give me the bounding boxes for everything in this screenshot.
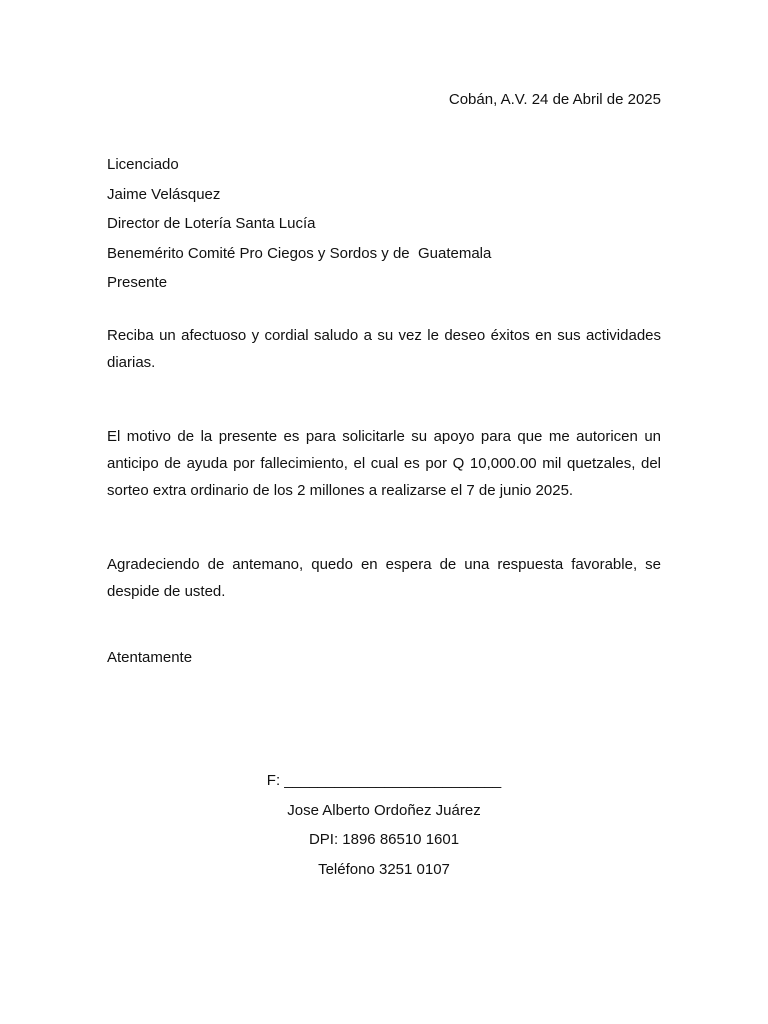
recipient-position: Director de Lotería Santa Lucía bbox=[107, 215, 316, 232]
thanks-paragraph: Agradeciendo de antemano, quedo en espera de una respuesta favorable, se despide de usted. bbox=[107, 556, 661, 600]
signer-name: Jose Alberto Ordoñez Juárez bbox=[287, 801, 481, 819]
closing: Atentamente bbox=[107, 649, 193, 666]
recipient-block bbox=[107, 150, 667, 298]
recipient-presente: Presente bbox=[107, 274, 168, 291]
recipient-title: Licenciado bbox=[107, 156, 179, 173]
recipient-organization: Benemérito Comité Pro Ciegos y Sordos y de Guatemala bbox=[107, 244, 492, 262]
request-paragraph: El motivo de la presente es para solicitarle su apoyo para que me autoricen un anticipo de ayuda por fallecimiento, el cual es por Q 10,000.00 mil quetzales, del sorteo extra ordinario de los 2 millones a realizarse el 7 de junio 2025. bbox=[107, 428, 661, 499]
recipient-name: Jaime Velásquez bbox=[107, 185, 221, 203]
signer-phone: Teléfono 3251 0107 bbox=[318, 860, 450, 878]
signer-dpi: DPI: 1896 86510 1601 bbox=[308, 831, 460, 848]
greeting-paragraph: Reciba un afectuoso y cordial saludo a su vez le deseo éxitos en sus actividades diarias. bbox=[107, 327, 661, 371]
signature-block bbox=[0, 766, 768, 884]
signature-line: F: __________________________ bbox=[266, 772, 502, 789]
date-line: Cobán, A.V. 24 de Abril de 2025 bbox=[448, 91, 661, 108]
